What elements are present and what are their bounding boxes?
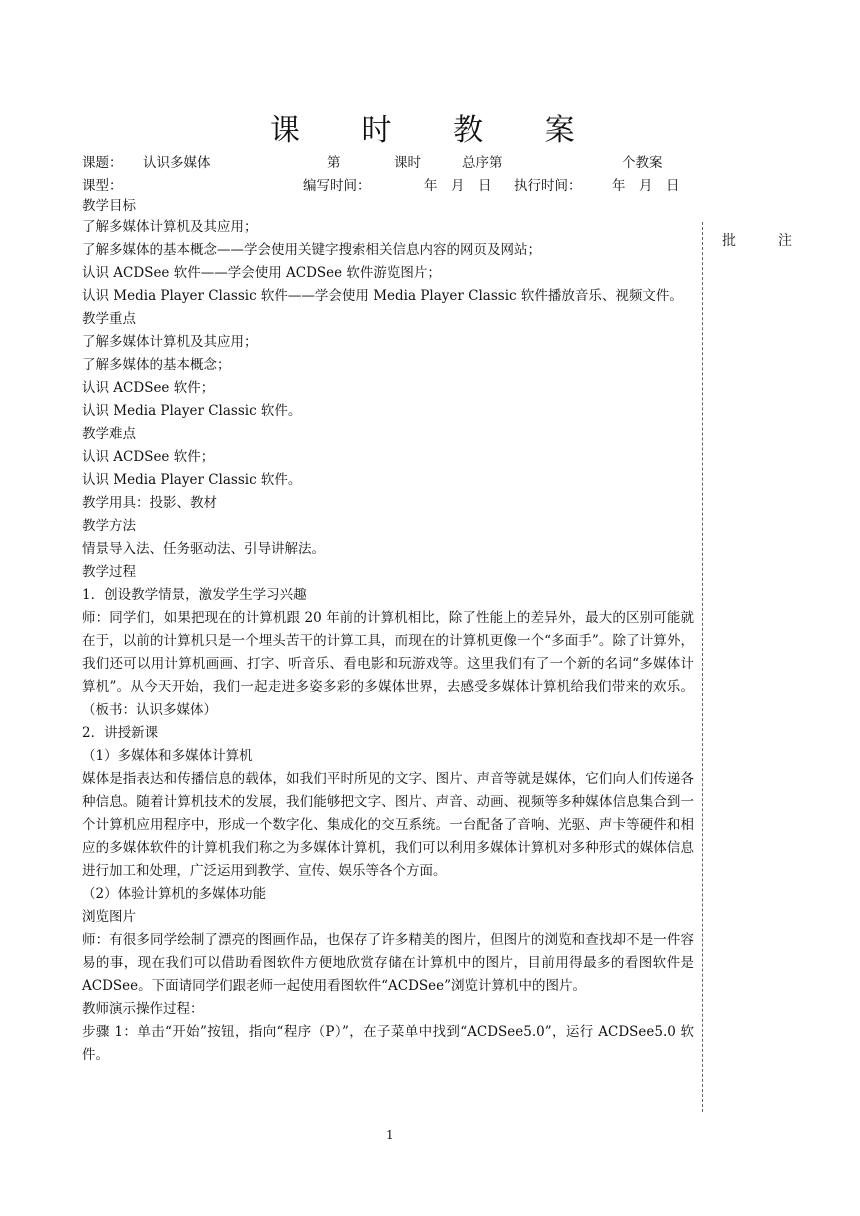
body-line: 了解多媒体的基本概念； bbox=[82, 357, 231, 373]
topic-value: 认识多媒体 bbox=[143, 155, 211, 171]
annotation-divider bbox=[702, 222, 703, 1112]
lesson-prefix: 第 bbox=[327, 155, 341, 171]
lesson-body bbox=[82, 216, 694, 1067]
body-line: 了解多媒体计算机及其应用； bbox=[82, 219, 258, 235]
body-line: 认识 ACDSee 软件； bbox=[82, 449, 215, 465]
compile-time-label: 编写时间： bbox=[303, 178, 371, 194]
paragraph: 步骤 1：单击“开始”按钮，指向“程序（P）”，在子菜单中找到“ACDSee5.0”，运行 ACDSee5.0 软件。 bbox=[82, 1024, 694, 1063]
page-title: 课 时 教 案 bbox=[270, 113, 601, 148]
compile-date: 年 月 日 bbox=[424, 178, 492, 194]
exec-time-label: 执行时间： bbox=[514, 178, 582, 194]
paragraph: 师：同学们，如果把现在的计算机跟 20 年前的计算机相比，除了性能上的差异外，最大的区别可能就在于，以前的计算机只是一个埋头苦干的计算工具，而现在的计算机更像一个“多面手”。除了计算外，我们还可以用计算机画画、打字、听音乐、看电影和玩游戏等。这里我们有了一个新的名词“多媒体计算机”。从今天开始，我们一起走进多姿多彩的多媒体世界，去感受多媒体计算机给我们带来的欢乐。（板书：认识多媒体） bbox=[82, 610, 694, 718]
section-heading: 教学过程 bbox=[82, 564, 136, 580]
section-heading: 教学难点 bbox=[82, 426, 136, 442]
objectives-heading: 教学目标 bbox=[82, 198, 136, 214]
topic-label: 课题： bbox=[82, 155, 123, 171]
body-line: 1．创设教学情景，激发学生学习兴趣 bbox=[82, 587, 307, 603]
body-line: 认识 Media Player Classic 软件。 bbox=[82, 403, 302, 419]
paragraph: 媒体是指表达和传播信息的载体，如我们平时所见的文字、图片、声音等就是媒体，它们向人们传递各种信息。随着计算机技术的发展，我们能够把文字、图片、声音、动画、视频等多种媒体信息集合到一个计算机应用程序中，形成一个数字化、集成化的交互系统。一台配备了音响、光驱、声卡等硬件和相应的多媒体软件的计算机我们称之为多媒体计算机，我们可以利用多媒体计算机对多种形式的媒体信息进行加工和处理，广泛运用到教学、宣传、娱乐等各个方面。 bbox=[82, 771, 694, 879]
section-heading: 2．讲授新课 bbox=[82, 725, 159, 741]
plan-label: 个教案 bbox=[622, 155, 663, 171]
paragraph: 师：有很多同学绘制了漂亮的图画作品，也保存了许多精美的图片，但图片的浏览和查找却不是一件容易的事，现在我们可以借助看图软件方便地欣赏存储在计算机中的图片，目前用得最多的看图软件是 ACDSee。下面请同学们跟老师一起使用看图软件“ACDSee”浏览计算机中的图片。 bbox=[82, 932, 694, 994]
body-line: 了解多媒体的基本概念——学会使用关键字搜索相关信息内容的网页及网站； bbox=[82, 242, 541, 258]
body-line: 情景导入法、任务驱动法、引导讲解法。 bbox=[82, 541, 325, 557]
body-line: 认识 ACDSee 软件——学会使用 ACDSee 软件游览图片； bbox=[82, 265, 441, 281]
page-number: 1 bbox=[386, 1128, 394, 1142]
body-line: 认识 Media Player Classic 软件——学会使用 Media Player Classic 软件播放音乐、视频文件。 bbox=[82, 288, 683, 304]
lesson-suffix: 课时 bbox=[394, 155, 421, 171]
annotation-heading bbox=[722, 230, 794, 250]
body-line: 认识 Media Player Classic 软件。 bbox=[82, 472, 302, 488]
section-heading: 教学方法 bbox=[82, 518, 136, 534]
body-line: 教师演示操作过程： bbox=[82, 1001, 204, 1017]
body-line: 认识 ACDSee 软件； bbox=[82, 380, 215, 396]
total-label: 总序第 bbox=[462, 155, 503, 171]
exec-date: 年 月 日 bbox=[612, 178, 680, 194]
section-heading: 教学重点 bbox=[82, 311, 136, 327]
annotation-left: 批 bbox=[722, 233, 738, 249]
annotation-right: 注 bbox=[778, 233, 794, 249]
body-line: 教学用具：投影、教材 bbox=[82, 495, 217, 511]
subsection-heading: （1）多媒体和多媒体计算机 bbox=[82, 748, 253, 764]
body-line: 了解多媒体计算机及其应用； bbox=[82, 334, 258, 350]
subsection-heading: （2）体验计算机的多媒体功能 bbox=[82, 886, 267, 902]
type-label: 课型： bbox=[82, 178, 123, 194]
body-line: 浏览图片 bbox=[82, 909, 136, 925]
